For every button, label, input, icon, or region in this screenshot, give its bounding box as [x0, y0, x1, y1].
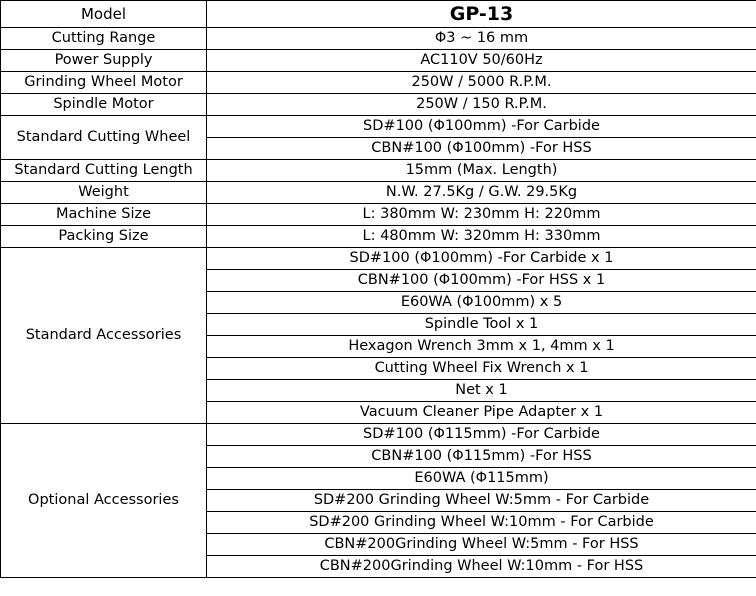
spec-row-standard-accessories	[1, 248, 756, 270]
spindle-motor-value: 250W / 150 R.P.M.	[207, 94, 756, 116]
spec-row-standard-cutting-length	[1, 160, 756, 182]
standard-cutting-wheel-value: CBN#100 (Φ100mm) -For HSS	[207, 138, 756, 160]
optional-accessory-item: SD#200 Grinding Wheel W:10mm - For Carbide	[207, 512, 756, 534]
standard-accessory-item: Net x 1	[207, 380, 756, 402]
standard-cutting-wheel-label: Standard Cutting Wheel	[1, 116, 207, 160]
standard-accessory-item: E60WA (Φ100mm) x 5	[207, 292, 756, 314]
standard-accessory-item: SD#100 (Φ100mm) -For Carbide x 1	[207, 248, 756, 270]
optional-accessory-item: E60WA (Φ115mm)	[207, 468, 756, 490]
spec-row-standard-cutting-wheel	[1, 116, 756, 138]
spec-row-grinding-wheel-motor	[1, 72, 756, 94]
header-row	[1, 1, 756, 28]
cutting-range-value: Φ3 ~ 16 mm	[207, 28, 756, 50]
power-supply-label: Power Supply	[1, 50, 207, 72]
packing-size-value: L: 480mm W: 320mm H: 330mm	[207, 226, 756, 248]
standard-cutting-length-value: 15mm (Max. Length)	[207, 160, 756, 182]
standard-accessory-item: Spindle Tool x 1	[207, 314, 756, 336]
optional-accessory-item: SD#200 Grinding Wheel W:5mm - For Carbide	[207, 490, 756, 512]
standard-accessory-item: CBN#100 (Φ100mm) -For HSS x 1	[207, 270, 756, 292]
standard-cutting-length-label: Standard Cutting Length	[1, 160, 207, 182]
model-label: Model	[1, 1, 207, 28]
spec-row-machine-size	[1, 204, 756, 226]
optional-accessory-item: CBN#100 (Φ115mm) -For HSS	[207, 446, 756, 468]
standard-accessory-item: Vacuum Cleaner Pipe Adapter x 1	[207, 402, 756, 424]
machine-size-label: Machine Size	[1, 204, 207, 226]
optional-accessory-item: CBN#200Grinding Wheel W:10mm - For HSS	[207, 556, 756, 578]
grinding-wheel-motor-label: Grinding Wheel Motor	[1, 72, 207, 94]
spec-table-body	[1, 1, 756, 578]
weight-label: Weight	[1, 182, 207, 204]
cutting-range-label: Cutting Range	[1, 28, 207, 50]
standard-accessory-item: Cutting Wheel Fix Wrench x 1	[207, 358, 756, 380]
standard-accessories-label: Standard Accessories	[1, 248, 207, 424]
model-value: GP-13	[207, 1, 756, 28]
standard-cutting-wheel-value: SD#100 (Φ100mm) -For Carbide	[207, 116, 756, 138]
power-supply-value: AC110V 50/60Hz	[207, 50, 756, 72]
standard-accessory-item: Hexagon Wrench 3mm x 1, 4mm x 1	[207, 336, 756, 358]
spindle-motor-label: Spindle Motor	[1, 94, 207, 116]
optional-accessories-label: Optional Accessories	[1, 424, 207, 578]
grinding-wheel-motor-value: 250W / 5000 R.P.M.	[207, 72, 756, 94]
optional-accessory-item: SD#100 (Φ115mm) -For Carbide	[207, 424, 756, 446]
optional-accessory-item: CBN#200Grinding Wheel W:5mm - For HSS	[207, 534, 756, 556]
spec-row-spindle-motor	[1, 94, 756, 116]
spec-row-packing-size	[1, 226, 756, 248]
packing-size-label: Packing Size	[1, 226, 207, 248]
spec-row-cutting-range	[1, 28, 756, 50]
spec-row-power-supply	[1, 50, 756, 72]
spec-row-optional-accessories	[1, 424, 756, 446]
spec-row-weight	[1, 182, 756, 204]
machine-size-value: L: 380mm W: 230mm H: 220mm	[207, 204, 756, 226]
weight-value: N.W. 27.5Kg / G.W. 29.5Kg	[207, 182, 756, 204]
